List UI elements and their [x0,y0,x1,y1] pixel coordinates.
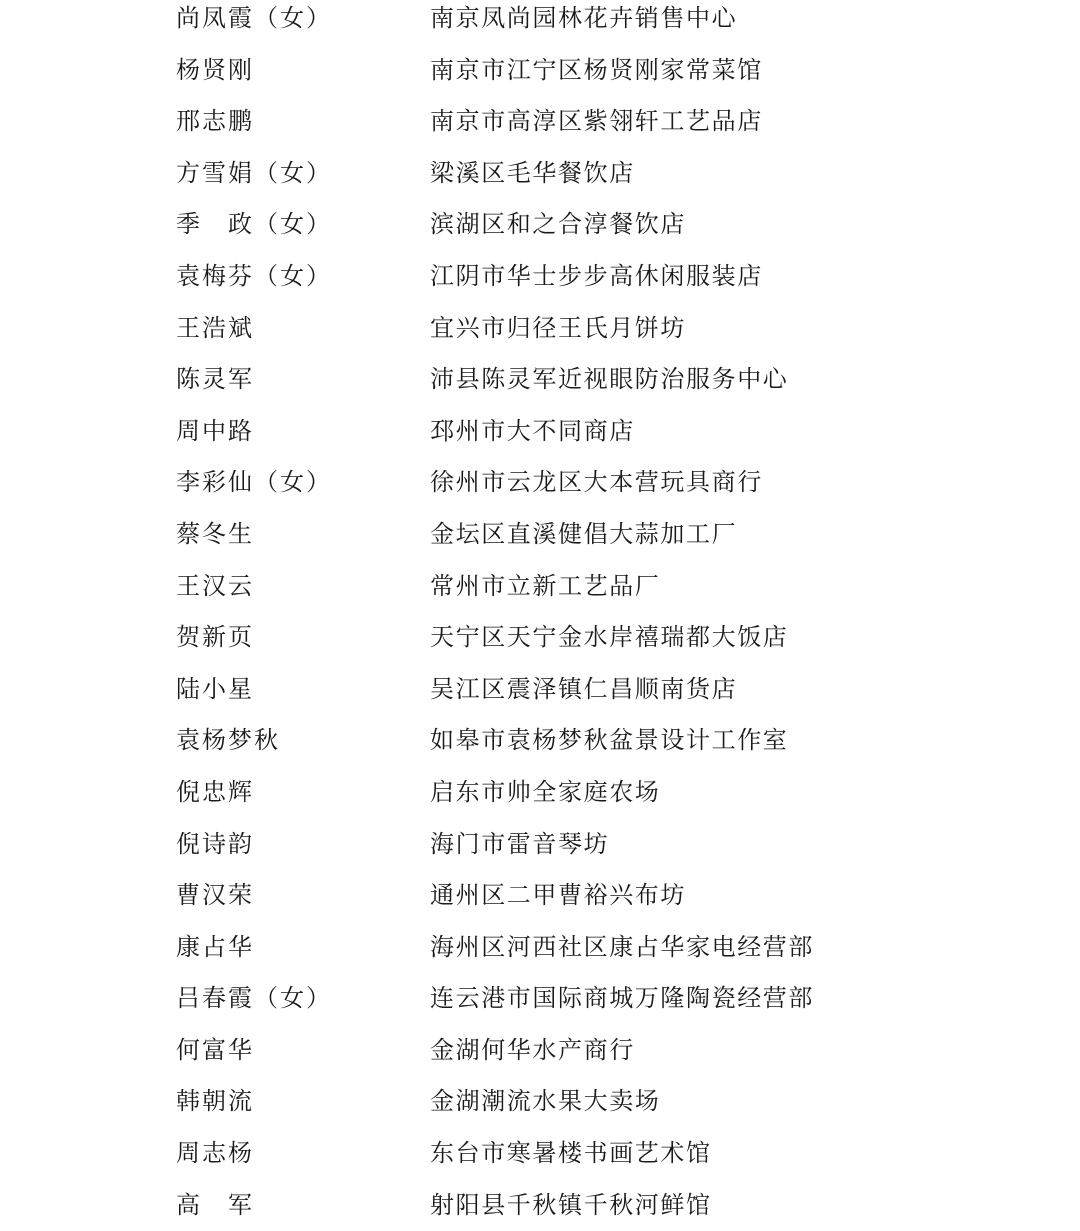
person-name: 季 政（女） [176,210,332,239]
person-name: 高 军 [176,1190,254,1219]
person-name: 何富华 [176,1035,254,1064]
list-item [0,612,1080,664]
business-name: 射阳县千秋镇千秋河鲜馆 [430,1190,712,1219]
business-name: 如皋市袁杨梦秋盆景设计工作室 [430,726,789,755]
business-name: 徐州市云龙区大本营玩具商行 [430,468,763,497]
business-name: 滨湖区和之合淳餐饮店 [430,210,686,239]
list-item [0,922,1080,974]
list-item [0,664,1080,716]
person-name: 尚凤霞（女） [176,4,332,32]
list-item [0,509,1080,561]
business-name: 启东市帅全家庭农场 [430,777,661,806]
person-name: 袁梅芬（女） [176,261,332,290]
list-item [0,251,1080,303]
person-name: 倪忠辉 [176,777,254,806]
list-item [0,1180,1080,1231]
person-name: 杨贤刚 [176,55,254,84]
person-name: 袁杨梦秋 [176,726,280,755]
person-name: 邢志鹏 [176,107,254,136]
business-name: 邳州市大不同商店 [430,416,635,445]
business-name: 金湖何华水产商行 [430,1035,635,1064]
list-item [0,819,1080,871]
business-name: 金湖潮流水果大卖场 [430,1087,661,1116]
person-name: 蔡冬生 [176,519,254,548]
list-item [0,406,1080,458]
list-item [0,973,1080,1025]
business-name: 沛县陈灵军近视眼防治服务中心 [430,365,789,394]
list-item [0,148,1080,200]
list-item [0,199,1080,251]
list-item [0,1076,1080,1128]
business-name: 南京市江宁区杨贤刚家常菜馆 [430,55,763,84]
business-name: 海门市雷音琴坊 [430,829,610,858]
person-name: 吕春霞（女） [176,984,332,1013]
list-item [0,354,1080,406]
business-name: 吴江区震泽镇仁昌顺南货店 [430,674,738,703]
list-item [0,303,1080,355]
business-name: 南京市高淳区紫翎轩工艺品店 [430,107,763,136]
person-name: 周志杨 [176,1139,254,1168]
person-name: 王汉云 [176,571,254,600]
business-name: 江阴市华士步步高休闲服装店 [430,261,763,290]
list-item [0,715,1080,767]
list-item [0,96,1080,148]
list-item [0,457,1080,509]
list-item [0,870,1080,922]
list-item [0,1025,1080,1077]
list-item [0,561,1080,613]
person-name: 陆小星 [176,674,254,703]
person-name: 陈灵军 [176,365,254,394]
person-name: 贺新页 [176,623,254,652]
list-item [0,767,1080,819]
person-name: 曹汉荣 [176,881,254,910]
list-item [0,45,1080,97]
business-name: 通州区二甲曹裕兴布坊 [430,881,686,910]
person-name: 王浩斌 [176,313,254,342]
person-name: 韩朝流 [176,1087,254,1116]
business-name: 天宁区天宁金水岸禧瑞都大饭店 [430,623,789,652]
business-name: 常州市立新工艺品厂 [430,571,661,600]
business-name: 东台市寒暑楼书画艺术馆 [430,1139,712,1168]
list-item [0,0,1080,45]
business-name: 南京凤尚园林花卉销售中心 [430,4,738,32]
person-name: 倪诗韵 [176,829,254,858]
business-name: 梁溪区毛华餐饮店 [430,158,635,187]
list-item [0,1128,1080,1180]
person-name: 康占华 [176,932,254,961]
person-name: 李彩仙（女） [176,468,332,497]
business-name: 金坛区直溪健倡大蒜加工厂 [430,519,738,548]
business-name: 宜兴市归径王氏月饼坊 [430,313,686,342]
person-name: 方雪娟（女） [176,158,332,187]
person-name: 周中路 [176,416,254,445]
business-name: 海州区河西社区康占华家电经营部 [430,932,814,961]
business-name: 连云港市国际商城万隆陶瓷经营部 [430,984,814,1013]
